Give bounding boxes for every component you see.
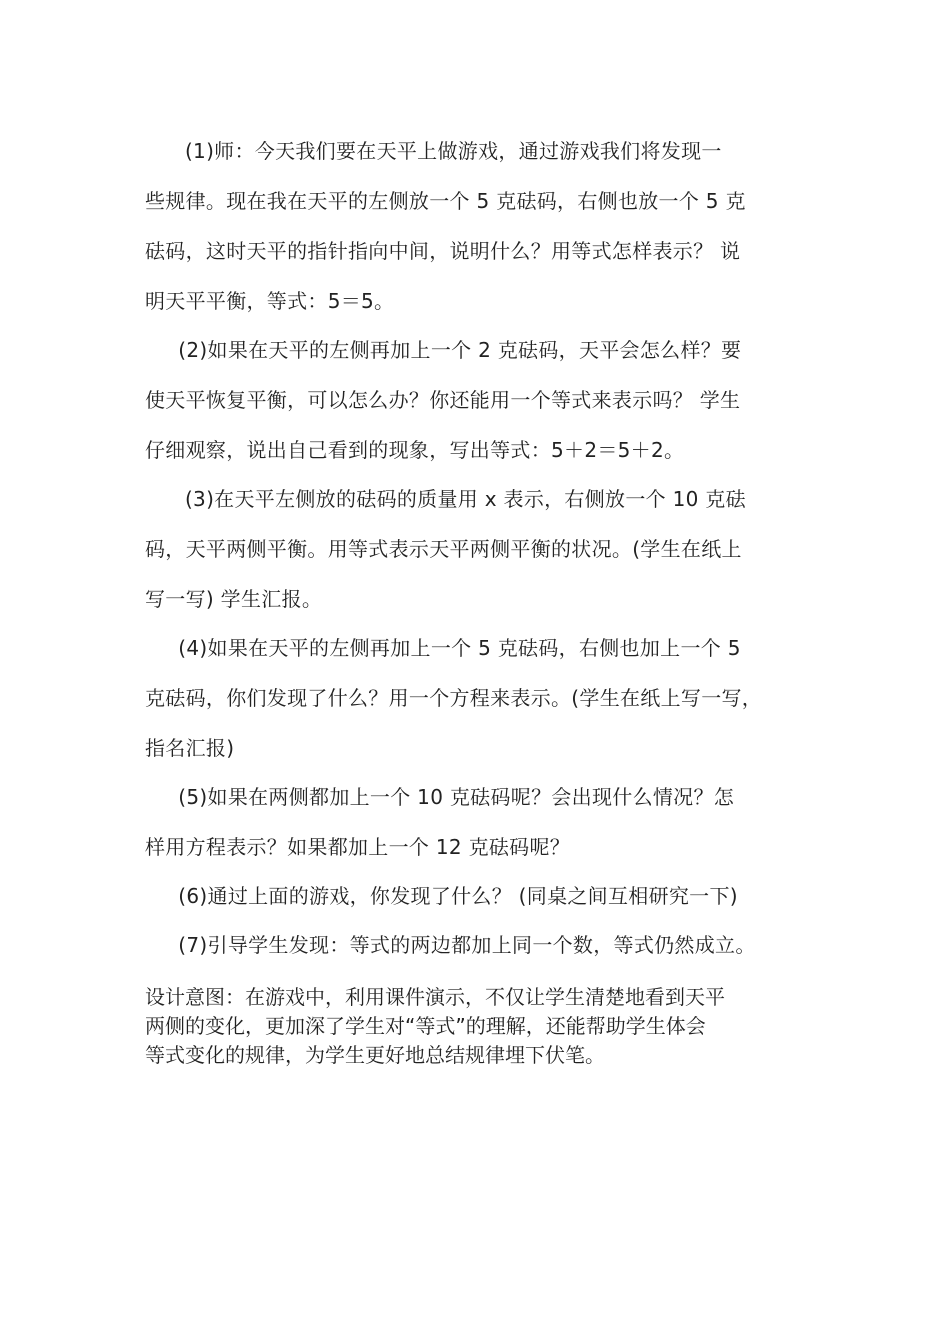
paragraph-line: 指名汇报) [145, 736, 235, 760]
paragraph-line: 克砝码，你们发现了什么？用一个方程来表示。(学生在纸上写一写， [145, 686, 763, 710]
paragraph-line: (6)通过上面的游戏，你发现了什么？ (同桌之间互相研究一下) [145, 884, 738, 908]
paragraph-line: 砝码，这时天平的指针指向中间，说明什么？用等式怎样表示？ 说 [145, 239, 741, 263]
paragraph-line: (2)如果在天平的左侧再加上一个 2 克砝码，天平会怎么样？要 [145, 338, 742, 362]
summary-line: 设计意图：在游戏中，利用课件演示，不仅让学生清楚地看到天平 [145, 985, 725, 1009]
paragraph-line: (5)如果在两侧都加上一个 10 克砝码呢？会出现什么情况？怎 [145, 785, 735, 809]
paragraph-line: 仔细观察，说出自己看到的现象，写出等式：5＋2＝5＋2。 [145, 438, 685, 462]
paragraph-2 [145, 325, 815, 475]
design-intent-summary [145, 983, 815, 1070]
paragraph-5 [145, 772, 815, 872]
paragraph-line: 写一写) 学生汇报。 [145, 587, 323, 611]
paragraph-line: 些规律。现在我在天平的左侧放一个 5 克砝码，右侧也放一个 5 克 [145, 189, 746, 213]
paragraph-4 [145, 623, 815, 773]
summary-line: 两侧的变化，更加深了学生对“等式”的理解，还能帮助学生体会 [145, 1014, 706, 1038]
paragraph-line: (1)师：今天我们要在天平上做游戏，通过游戏我们将发现一 [145, 139, 722, 163]
paragraph-line: 明天平平衡，等式：5＝5。 [145, 289, 395, 313]
paragraph-line: (4)如果在天平的左侧再加上一个 5 克砝码，右侧也加上一个 5 [145, 636, 741, 660]
paragraph-6 [145, 871, 815, 921]
paragraph-line: (7)引导学生发现：等式的两边都加上同一个数，等式仍然成立。 [145, 933, 756, 957]
paragraph-line: 码，天平两侧平衡。用等式表示天平两侧平衡的状况。(学生在纸上 [145, 537, 742, 561]
paragraph-3 [145, 474, 815, 624]
paragraph-line: 使天平恢复平衡，可以怎么办？你还能用一个等式来表示吗？ 学生 [145, 388, 741, 412]
paragraph-7 [145, 920, 815, 970]
paragraph-1 [145, 126, 815, 326]
paragraph-line: (3)在天平左侧放的砝码的质量用 x 表示，右侧放一个 10 克砝 [145, 487, 746, 511]
summary-line: 等式变化的规律，为学生更好地总结规律埋下伏笔。 [145, 1043, 605, 1067]
paragraph-line: 样用方程表示？如果都加上一个 12 克砝码呢？ [145, 835, 571, 859]
